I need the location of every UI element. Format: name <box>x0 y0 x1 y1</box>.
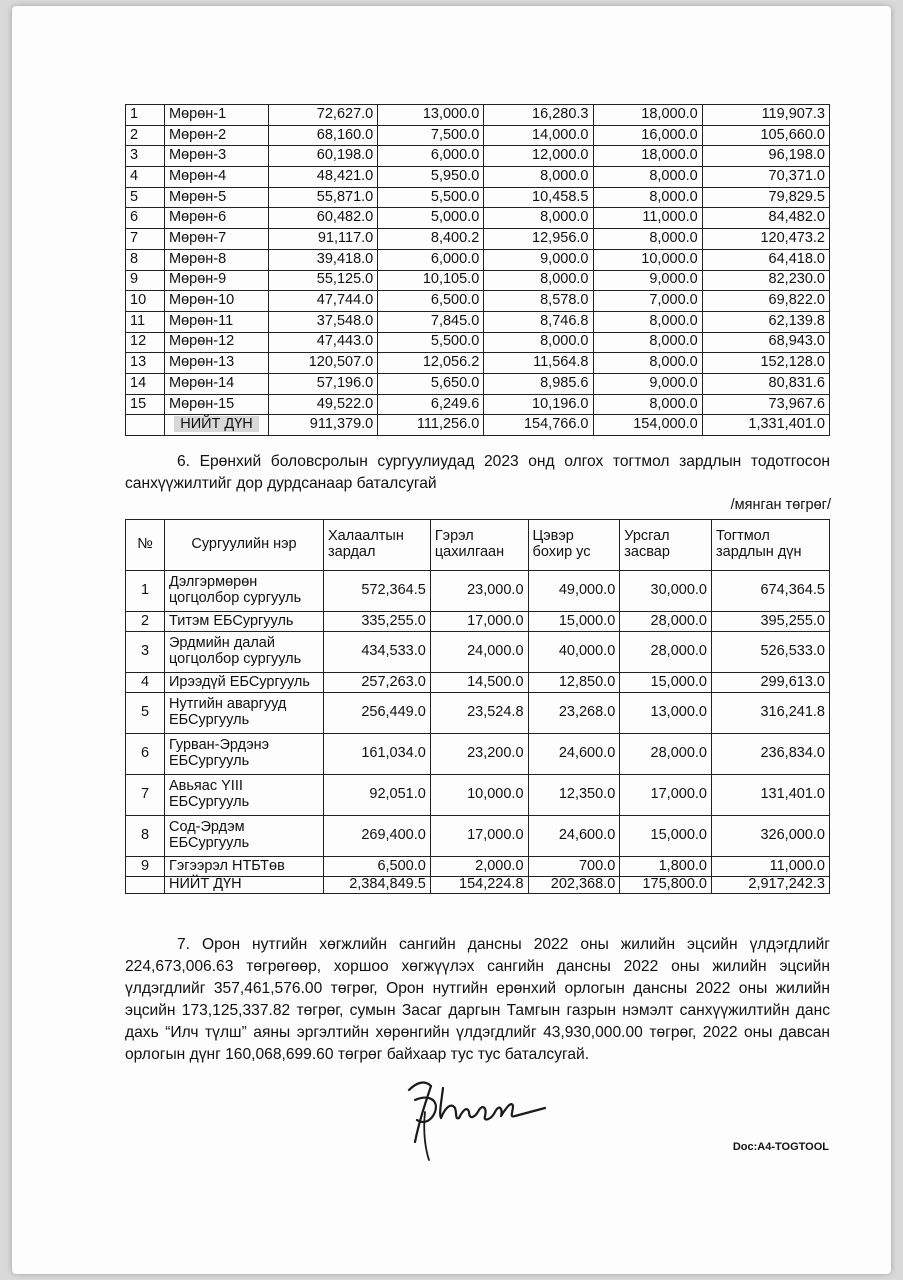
document-code: Doc:A4-TOGTOOL <box>732 1141 829 1153</box>
table-cell: 8,000.0 <box>484 332 593 353</box>
table-cell: 5,650.0 <box>378 373 484 394</box>
table-cell: Дэлгэрмөрөн цогцолбор сургууль <box>165 571 324 612</box>
table-cell: 15,000.0 <box>528 612 620 632</box>
table-cell: 39,418.0 <box>269 249 378 270</box>
table-cell: 5,500.0 <box>378 187 484 208</box>
table-cell: 28,000.0 <box>620 734 712 775</box>
table-cell: 120,507.0 <box>269 353 378 374</box>
table-row <box>126 249 830 270</box>
table-cell: Мөрөн-6 <box>165 208 269 229</box>
table-row <box>126 270 830 291</box>
table-cell: 10,196.0 <box>484 394 593 415</box>
table-cell: Мөрөн-5 <box>165 187 269 208</box>
table-cell: 17,000.0 <box>620 775 712 816</box>
table-cell: 257,263.0 <box>324 673 431 693</box>
table-cell: 28,000.0 <box>620 632 712 673</box>
total-cell: 2,384,849.5 <box>324 877 431 894</box>
table-cell: 8,985.6 <box>484 373 593 394</box>
header-name: Сургуулийн нэр <box>165 520 324 571</box>
table-cell: 7 <box>126 775 165 816</box>
table-cell: 3 <box>126 632 165 673</box>
table-cell: Авьяас YIII ЕБСургууль <box>165 775 324 816</box>
table-cell: Ирээдүй ЕБСургууль <box>165 673 324 693</box>
table-row <box>126 125 830 146</box>
table-row <box>126 775 830 816</box>
table-cell: 15,000.0 <box>620 673 712 693</box>
table-cell: 24,600.0 <box>528 816 620 857</box>
table-cell: Мөрөн-3 <box>165 146 269 167</box>
table-cell: 7,845.0 <box>378 311 484 332</box>
table-cell: 13,000.0 <box>378 105 484 126</box>
table-cell: 1 <box>126 571 165 612</box>
table-cell: 6 <box>126 208 165 229</box>
total-cell: 111,256.0 <box>378 415 484 436</box>
table-cell: 49,522.0 <box>269 394 378 415</box>
table-cell: 434,533.0 <box>324 632 431 673</box>
table-cell: 47,744.0 <box>269 291 378 312</box>
header-electricity: Гэрэл цахилгаан <box>430 520 528 571</box>
table-cell: 48,421.0 <box>269 167 378 188</box>
table-cell: 14 <box>126 373 165 394</box>
table-row <box>126 571 830 612</box>
kindergarten-budget-table <box>125 104 830 436</box>
table-cell: Мөрөн-11 <box>165 311 269 332</box>
table-cell: 2 <box>126 125 165 146</box>
table-cell: Мөрөн-2 <box>165 125 269 146</box>
table-cell: 47,443.0 <box>269 332 378 353</box>
table-cell: 12,000.0 <box>484 146 593 167</box>
table-cell: 9,000.0 <box>484 249 593 270</box>
table-cell: 8,000.0 <box>593 332 702 353</box>
table-cell: 70,371.0 <box>702 167 829 188</box>
table-cell: 6,000.0 <box>378 146 484 167</box>
table-cell: 7,000.0 <box>593 291 702 312</box>
section-7-text: 7. Орон нутгийн хөгжлийн сангийн дансны 2022 оны жилийн эцсийн үлдэгдлийг 224,673,006.63 төгрөгөөр, хоршоо хөгжүүлэх сангийн дансны 2022 оны жилийн эцсийн үлдэгдлийг 357,461,576.00 төгрөг, Орон нутгийн ерөнхий орлогын дансны 2022 оны жилийн эцсийн 173,125,337.82 төгрөг, сумын Засаг даргын Тамгын газрын нэмэлт санхүүжилтийн данс дахь “Илч түлш” аяны эргэлтийн хөрөнгийн үлдэгдлийг 43,930,000.00 төгрөг, 2022 оны давсан орлогын дүнг 160,068,699.60 төгрөг байхаар тус тус баталсугай. <box>125 936 830 1063</box>
table-cell: 6,500.0 <box>324 857 431 877</box>
table-cell: Мөрөн-15 <box>165 394 269 415</box>
table-cell: 572,364.5 <box>324 571 431 612</box>
table-row <box>126 353 830 374</box>
total-cell: 154,000.0 <box>593 415 702 436</box>
table-cell: 131,401.0 <box>712 775 830 816</box>
table-cell: 18,000.0 <box>593 105 702 126</box>
table-cell: 5 <box>126 693 165 734</box>
table-cell: 10,000.0 <box>593 249 702 270</box>
table-row <box>126 146 830 167</box>
school-budget-table <box>125 519 830 894</box>
table-cell: 8,000.0 <box>593 394 702 415</box>
total-cell: 911,379.0 <box>269 415 378 436</box>
signature <box>395 1060 555 1164</box>
table-cell: 17,000.0 <box>430 612 528 632</box>
table-cell: 5 <box>126 187 165 208</box>
table-cell: 15,000.0 <box>620 816 712 857</box>
table-cell: 8,746.8 <box>484 311 593 332</box>
total-label-text: НИЙТ ДҮН <box>174 416 259 432</box>
table-cell <box>126 415 165 436</box>
table-cell: 57,196.0 <box>269 373 378 394</box>
table-cell: 14,000.0 <box>484 125 593 146</box>
table-cell: 55,871.0 <box>269 187 378 208</box>
total-cell: 154,224.8 <box>430 877 528 894</box>
table-cell: 55,125.0 <box>269 270 378 291</box>
table-cell: 1 <box>126 105 165 126</box>
table-cell: Нутгийн аваргууд ЕБСургууль <box>165 693 324 734</box>
table-cell: 335,255.0 <box>324 612 431 632</box>
table-cell: 316,241.8 <box>712 693 830 734</box>
table-cell: 2,000.0 <box>430 857 528 877</box>
table-cell: 7 <box>126 229 165 250</box>
table-row <box>126 632 830 673</box>
table-cell: 23,268.0 <box>528 693 620 734</box>
table-cell: 15 <box>126 394 165 415</box>
table-cell: 62,139.8 <box>702 311 829 332</box>
table-cell: 8,578.0 <box>484 291 593 312</box>
table-row <box>126 394 830 415</box>
table-cell: 8,000.0 <box>593 353 702 374</box>
table-cell: 6,249.6 <box>378 394 484 415</box>
table-cell: 18,000.0 <box>593 146 702 167</box>
table-cell: 16,280.3 <box>484 105 593 126</box>
table-cell: 8,000.0 <box>484 208 593 229</box>
table-cell: 72,627.0 <box>269 105 378 126</box>
header-water: Цэвэр бохир ус <box>528 520 620 571</box>
table-row <box>126 693 830 734</box>
table-cell: Мөрөн-10 <box>165 291 269 312</box>
table-cell: 700.0 <box>528 857 620 877</box>
total-label: НИЙТ ДҮН <box>165 877 324 894</box>
unit-label: /мянган төгрөг/ <box>730 497 831 513</box>
table-row <box>126 167 830 188</box>
table-cell: 9 <box>126 857 165 877</box>
table-cell: Титэм ЕБСургууль <box>165 612 324 632</box>
table-cell: 6,000.0 <box>378 249 484 270</box>
table-cell: Мөрөн-12 <box>165 332 269 353</box>
table-cell: 120,473.2 <box>702 229 829 250</box>
table-cell: 96,198.0 <box>702 146 829 167</box>
table-cell: 8,000.0 <box>484 270 593 291</box>
table-row <box>126 291 830 312</box>
header-heating: Халаалтын зардал <box>324 520 431 571</box>
table-cell: Мөрөн-9 <box>165 270 269 291</box>
table-row <box>126 208 830 229</box>
table-cell: 2 <box>126 612 165 632</box>
total-cell: 202,368.0 <box>528 877 620 894</box>
table-cell: 68,943.0 <box>702 332 829 353</box>
total-cell: 154,766.0 <box>484 415 593 436</box>
table-cell: 256,449.0 <box>324 693 431 734</box>
total-cell: 1,331,401.0 <box>702 415 829 436</box>
table-row <box>126 311 830 332</box>
table-cell: 12,956.0 <box>484 229 593 250</box>
table-cell: 11 <box>126 311 165 332</box>
table-cell: 5,000.0 <box>378 208 484 229</box>
total-cell: 175,800.0 <box>620 877 712 894</box>
table-cell: 12,350.0 <box>528 775 620 816</box>
table-cell: Гурван-Эрдэнэ ЕБСургууль <box>165 734 324 775</box>
table-cell: Гэгээрэл НТБТөв <box>165 857 324 877</box>
table-cell: Сод-Эрдэм ЕБСургууль <box>165 816 324 857</box>
table-cell: 299,613.0 <box>712 673 830 693</box>
table-row <box>126 105 830 126</box>
table-cell: 28,000.0 <box>620 612 712 632</box>
table-cell: 326,000.0 <box>712 816 830 857</box>
header-repair: Урсгал засвар <box>620 520 712 571</box>
table-cell: Мөрөн-13 <box>165 353 269 374</box>
table-cell: Мөрөн-8 <box>165 249 269 270</box>
table-row <box>126 373 830 394</box>
table-cell: 17,000.0 <box>430 816 528 857</box>
table-cell: 60,198.0 <box>269 146 378 167</box>
table-cell: 37,548.0 <box>269 311 378 332</box>
table-cell: 8,000.0 <box>484 167 593 188</box>
table-cell: Мөрөн-14 <box>165 373 269 394</box>
table-cell: 152,128.0 <box>702 353 829 374</box>
table-cell: 105,660.0 <box>702 125 829 146</box>
table-cell: 13,000.0 <box>620 693 712 734</box>
table-cell: 79,829.5 <box>702 187 829 208</box>
table-cell: 9,000.0 <box>593 373 702 394</box>
table-cell: 84,482.0 <box>702 208 829 229</box>
table-cell: 5,500.0 <box>378 332 484 353</box>
table-cell: 12,056.2 <box>378 353 484 374</box>
table-cell: 69,822.0 <box>702 291 829 312</box>
header-total: Тогтмол зардлын дүн <box>712 520 830 571</box>
table-cell: 7,500.0 <box>378 125 484 146</box>
table-cell: 12,850.0 <box>528 673 620 693</box>
table-cell <box>126 877 165 894</box>
table-cell: 269,400.0 <box>324 816 431 857</box>
table-cell: 92,051.0 <box>324 775 431 816</box>
table-cell: 9 <box>126 270 165 291</box>
table-row <box>126 857 830 877</box>
table-cell: 236,834.0 <box>712 734 830 775</box>
table-cell: 4 <box>126 673 165 693</box>
table-row <box>126 734 830 775</box>
table-cell: 10,000.0 <box>430 775 528 816</box>
table-cell: 64,418.0 <box>702 249 829 270</box>
table-cell: 23,200.0 <box>430 734 528 775</box>
table-cell: 5,950.0 <box>378 167 484 188</box>
table-cell: 8,000.0 <box>593 229 702 250</box>
table-cell: 6 <box>126 734 165 775</box>
table-cell: 68,160.0 <box>269 125 378 146</box>
table-cell: 161,034.0 <box>324 734 431 775</box>
table-cell: 24,000.0 <box>430 632 528 673</box>
table-cell: 80,831.6 <box>702 373 829 394</box>
table-cell: 12 <box>126 332 165 353</box>
table-cell: 30,000.0 <box>620 571 712 612</box>
table-cell: 10,458.5 <box>484 187 593 208</box>
table-cell: 14,500.0 <box>430 673 528 693</box>
table-row <box>126 187 830 208</box>
table-cell: 8 <box>126 249 165 270</box>
total-cell: 2,917,242.3 <box>712 877 830 894</box>
header-no: № <box>126 520 165 571</box>
table-cell: 674,364.5 <box>712 571 830 612</box>
table-row <box>126 673 830 693</box>
table-cell: 16,000.0 <box>593 125 702 146</box>
table-cell: 526,533.0 <box>712 632 830 673</box>
table-cell: Мөрөн-4 <box>165 167 269 188</box>
table-cell: Мөрөн-7 <box>165 229 269 250</box>
table-cell: 8,000.0 <box>593 167 702 188</box>
table-cell: 49,000.0 <box>528 571 620 612</box>
table-cell: 1,800.0 <box>620 857 712 877</box>
table-cell: 23,524.8 <box>430 693 528 734</box>
section-6-text: 6. Ерөнхий боловсролын сургуулиудад 2023 онд олгох тогтмол зардлын тодотгосон санхүүжилтийг дор дурдсанаар баталсугай <box>125 453 830 492</box>
total-row <box>126 877 830 894</box>
table-cell: Эрдмийн далай цогцолбор сургууль <box>165 632 324 673</box>
table-cell: 3 <box>126 146 165 167</box>
table-row <box>126 332 830 353</box>
table-cell: 9,000.0 <box>593 270 702 291</box>
table-cell: 24,600.0 <box>528 734 620 775</box>
table-row <box>126 229 830 250</box>
total-row <box>126 415 830 436</box>
table-cell: 8,400.2 <box>378 229 484 250</box>
table-cell: 82,230.0 <box>702 270 829 291</box>
table-cell: 40,000.0 <box>528 632 620 673</box>
table-cell: 13 <box>126 353 165 374</box>
table-cell: 119,907.3 <box>702 105 829 126</box>
table-cell: 11,000.0 <box>712 857 830 877</box>
table-row <box>126 816 830 857</box>
table-cell: 73,967.6 <box>702 394 829 415</box>
table-cell: 8,000.0 <box>593 311 702 332</box>
table-cell: 11,000.0 <box>593 208 702 229</box>
table-cell: 10,105.0 <box>378 270 484 291</box>
table-cell: 8 <box>126 816 165 857</box>
table-cell: 60,482.0 <box>269 208 378 229</box>
table-cell: Мөрөн-1 <box>165 105 269 126</box>
table-cell: 8,000.0 <box>593 187 702 208</box>
total-label <box>165 415 269 436</box>
table-cell: 395,255.0 <box>712 612 830 632</box>
table-cell: 23,000.0 <box>430 571 528 612</box>
table-cell: 4 <box>126 167 165 188</box>
table-row <box>126 612 830 632</box>
table-cell: 91,117.0 <box>269 229 378 250</box>
table-cell: 10 <box>126 291 165 312</box>
table-cell: 6,500.0 <box>378 291 484 312</box>
table-cell: 11,564.8 <box>484 353 593 374</box>
table-header-row <box>126 520 830 571</box>
